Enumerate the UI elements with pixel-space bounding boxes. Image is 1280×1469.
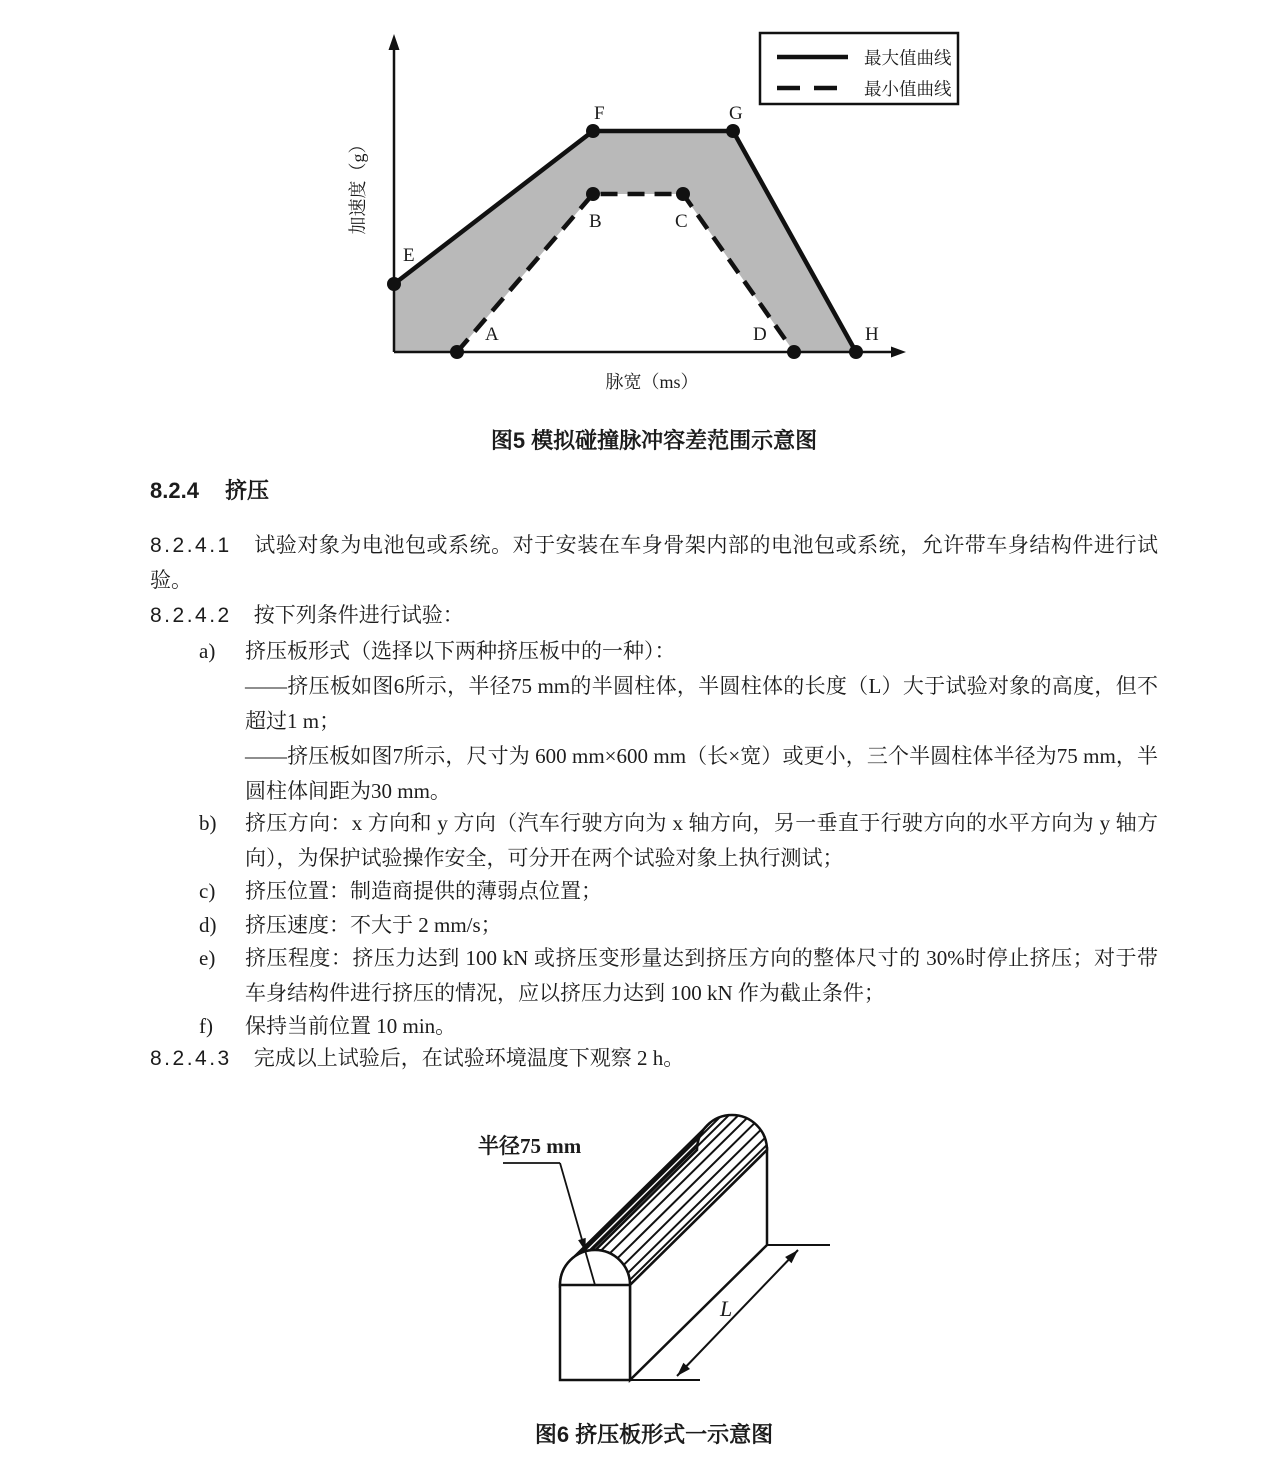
section-heading-number: 8.2.4 [150,478,199,503]
point-label-E: E [403,245,415,266]
list-item-c [150,874,1158,909]
list-item-text: 挤压板形式（选择以下两种挤压板中的一种）： [245,639,676,663]
list-item-text: 挤压方向：x 方向和 y 方向（汽车行驶方向为 x 轴方向，另一垂直于行驶方向的水平方向为 y 轴方向），为保护试验操作安全，可分开在两个试验对象上执行测试； [245,811,1158,870]
list-item-label: c) [199,879,216,903]
figure5-crash-pulse-chart [0,0,1280,420]
paragraph-text: 按下列条件进行试验： [253,603,464,627]
section-heading-title: 挤压 [224,478,269,503]
y-axis-title: 加速度（g） [348,135,368,235]
figure6-caption: 图6 挤压板形式一示意图 [534,1422,774,1447]
list-item-label: e) [199,946,216,970]
paragraph-8-2-4-3 [150,1041,1158,1076]
paragraph-8-2-4-2 [150,598,1158,633]
point-label-G: G [729,103,743,124]
point-label-A: A [485,324,499,345]
chart-legend [760,33,958,104]
list-item-text: 挤压速度：不大于 2 mm/s； [245,913,502,937]
length-dimension-label: L [720,1296,733,1321]
figure6-crush-plate-diagram [0,1080,1280,1469]
list-item-e [150,941,1158,1011]
point-label-F: F [594,103,605,124]
list-item-text: 保持当前位置 10 min。 [245,1014,457,1038]
section-heading [150,478,269,504]
point-label-C: C [675,211,688,232]
figure5-caption: 图5 模拟碰撞脉冲容差范围示意图 [490,428,818,453]
point-label-H: H [865,324,879,345]
x-axis-title: 脉宽（ms） [605,372,699,392]
list-item-f [150,1009,1158,1044]
front-face [560,1250,630,1380]
x-axis-arrow-icon [891,347,906,358]
paragraph-text: 试验对象为电池包或系统。对于安装在车身骨架内部的电池包或系统，允许带车身结构件进行试验。 [150,533,1158,592]
y-axis-arrow-icon [389,34,400,50]
paragraph-text: 完成以上试验后，在试验环境温度下观察 2 h。 [253,1046,685,1070]
radius-label: 半径75 mm [478,1134,582,1158]
list-item-label: f) [199,1014,213,1038]
legend-min-label: 最小值曲线 [864,79,952,99]
list-item-label: d) [199,913,217,937]
list-item-label: b) [199,811,217,835]
paragraph-8-2-4-1 [150,528,1158,598]
paragraph-number: 8.2.4.1 [150,534,232,557]
legend-max-label: 最大值曲线 [864,48,952,68]
point-label-B: B [589,211,602,232]
list-item-text: 挤压程度：挤压力达到 100 kN 或挤压变形量达到挤压方向的整体尺寸的 30%时停止挤压；对于带车身结构件进行挤压的情况，应以挤压力达到 100 kN 作为截止条件； [245,946,1158,1005]
list-item-label: a) [199,639,216,663]
list-item-a [150,634,1158,669]
paragraph-number: 8.2.4.3 [150,1047,232,1070]
list-subitem-dash-1: ——挤压板如图6所示，半径75 mm的半圆柱体，半圆柱体的长度（L）大于试验对象的高度，但不超过1 m； [245,674,1158,733]
paragraph-number: 8.2.4.2 [150,604,232,627]
list-subitem-dash-2: ——挤压板如图7所示，尺寸为 600 mm×600 mm（长×宽）或更小，三个半圆柱体半径为75 mm，半圆柱体间距为30 mm。 [245,744,1158,803]
list-item-text: 挤压位置：制造商提供的薄弱点位置； [245,879,602,903]
list-item-d [150,908,1158,943]
list-item-b [150,806,1158,876]
point-label-D: D [753,324,767,345]
tolerance-band-area [394,131,856,352]
